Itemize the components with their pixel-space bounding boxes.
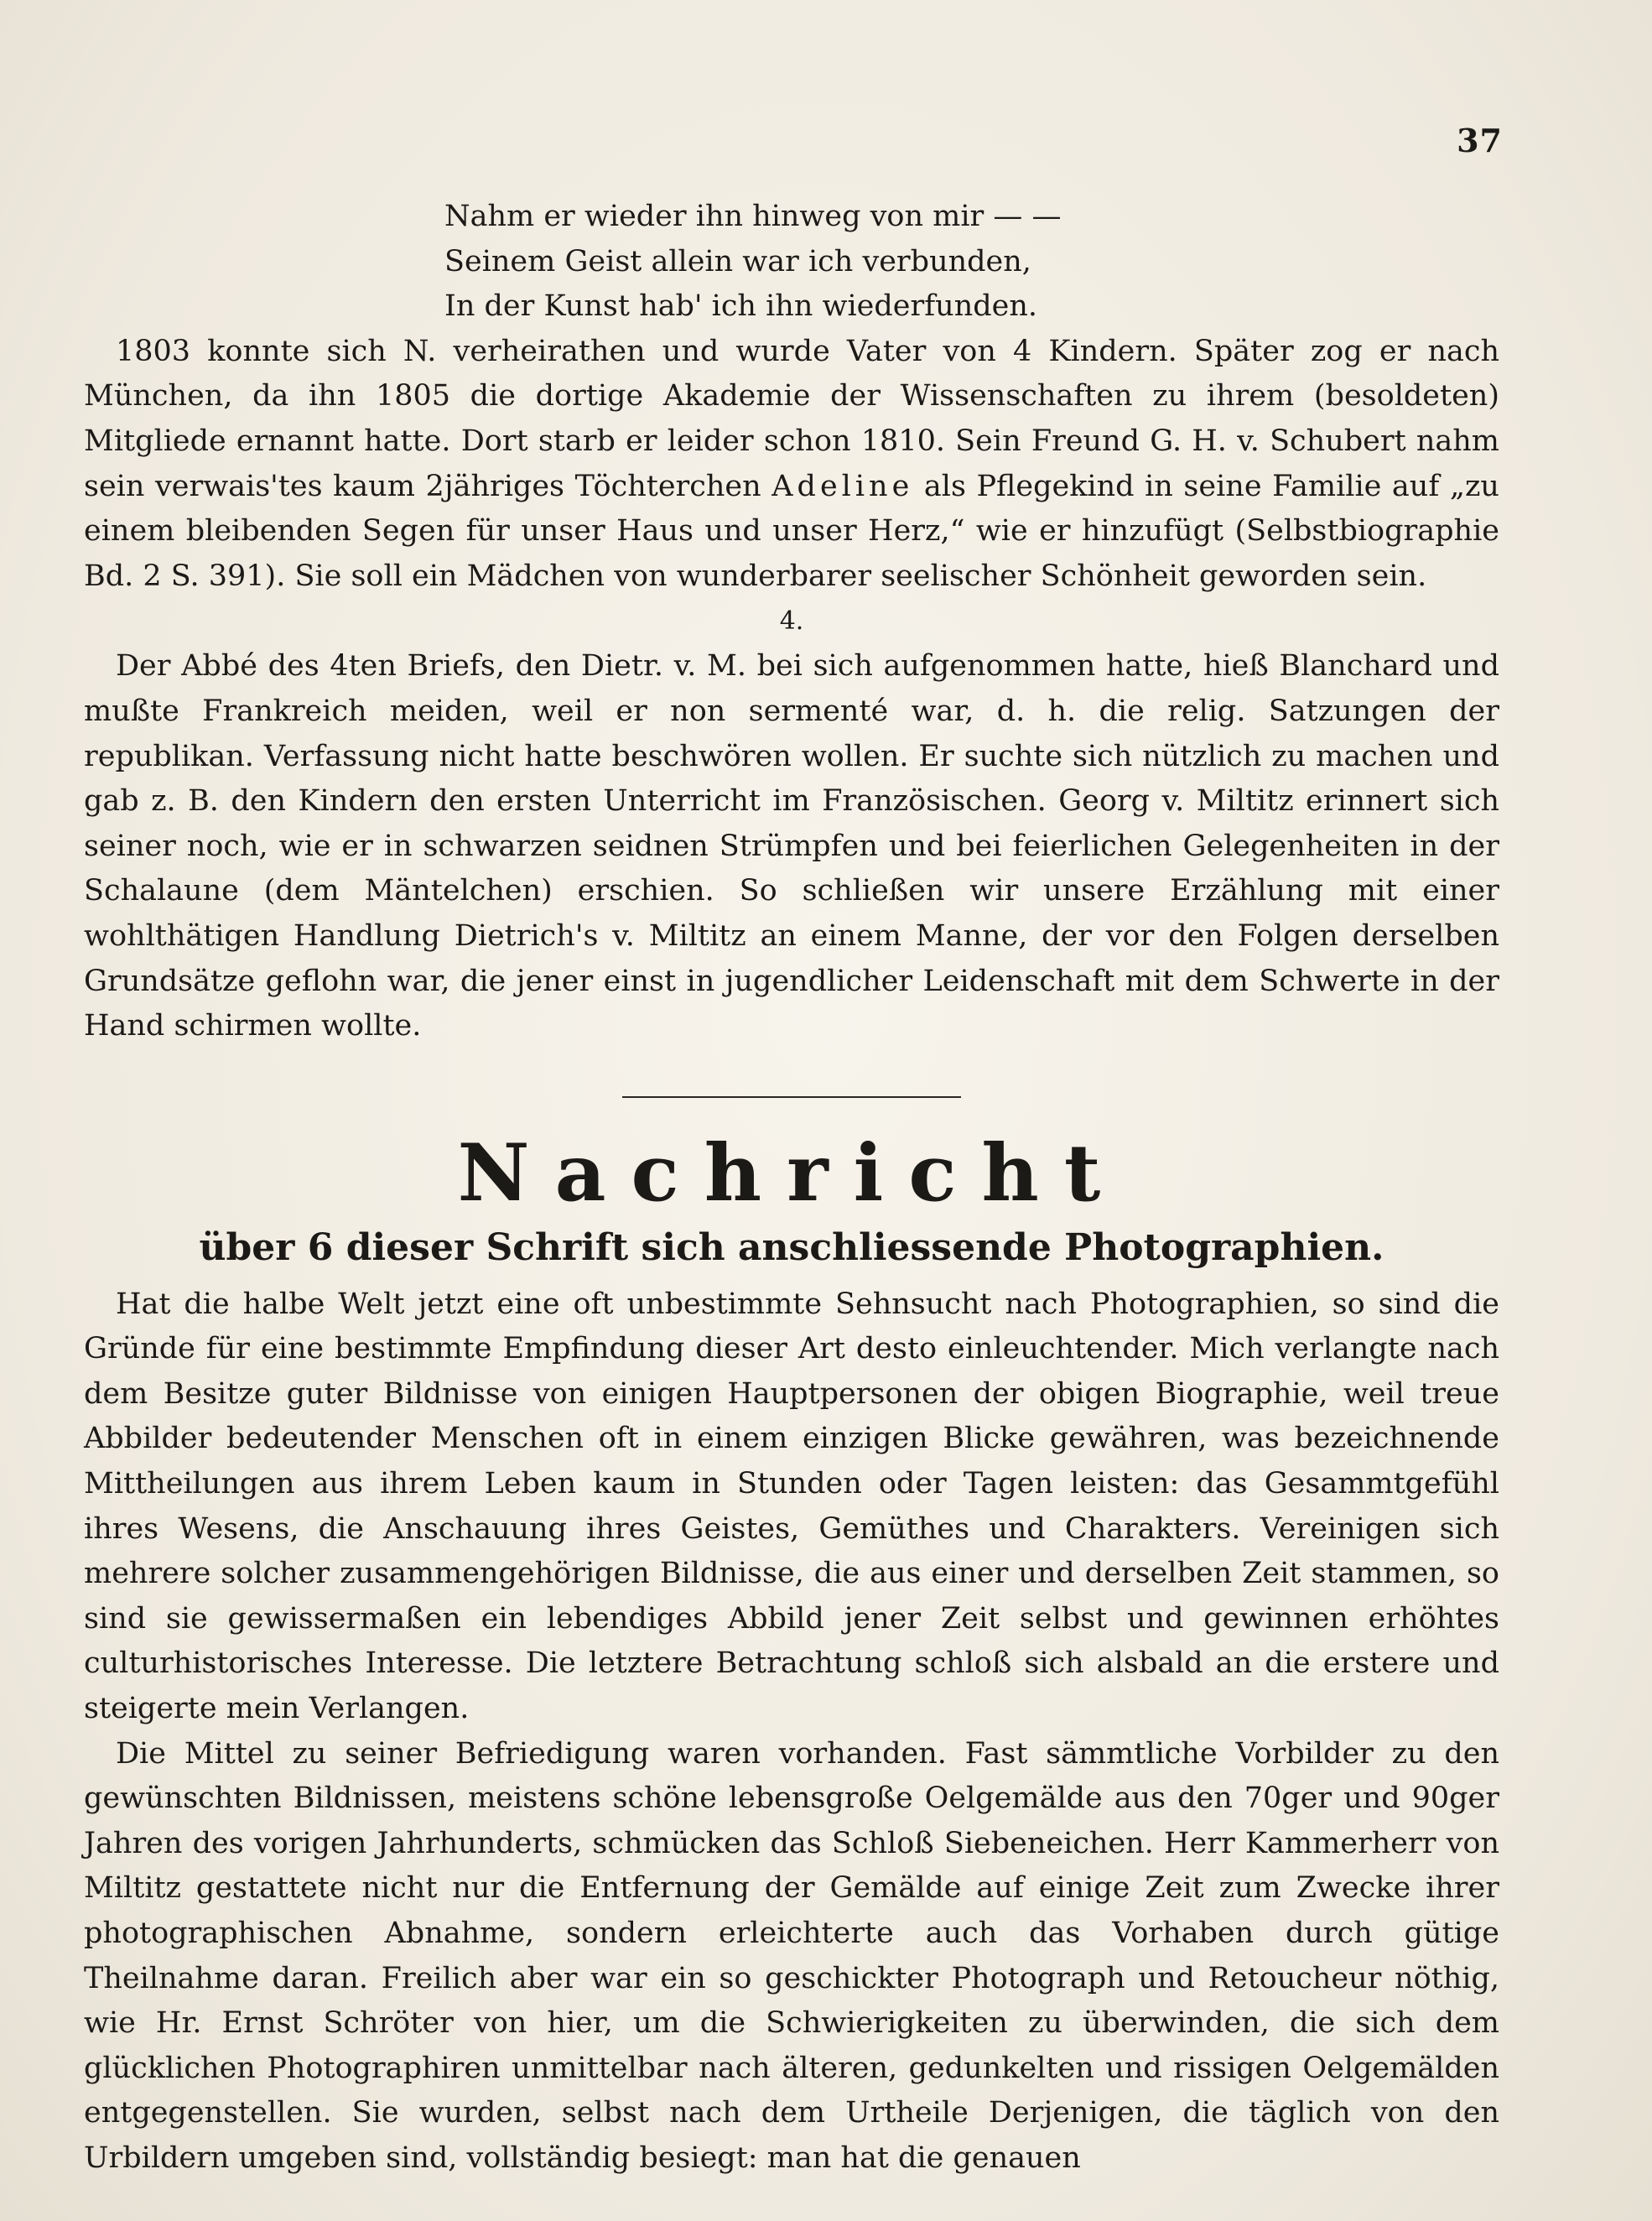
- divider-rule: [622, 1096, 961, 1098]
- paragraph-photographs-1: Hat die halbe Welt jetzt eine oft unbestimmte Sehnsucht nach Photographien, so sind die Gründe für eine bestimmte Empfindung dieser Art desto einleuchtender. Mich verlangte nach dem Besitze guter Bildnisse von einigen Hauptpersonen der obigen Biographie, weil treue Abbilder bedeutender Menschen oft in einem einzigen Blicke gewähren, was bezeichnende Mittheilungen aus ihrem Leben kaum in Stunden oder Tagen leisten: das Gesammtgefühl ihres Wesens, die Anschauung ihres Geistes, Gemüthes und Charakters. Vereinigen sich mehrere solcher zusammengehörigen Bildnisse, die aus einer und derselben Zeit stammen, so sind sie gewissermaßen ein lebendiges Abbild jener Zeit selbst und gewinnen erhöhtes culturhistorisches Interesse. Die letztere Betrachtung schloß sich alsbald an die erstere und steigerte mein Verlangen.: [84, 1287, 1499, 1726]
- verse-line: Nahm er wieder ihn hinweg von mir — —: [444, 200, 1062, 233]
- section-heading: 4.: [779, 606, 804, 637]
- verse-block: [84, 195, 1499, 330]
- text-column: [84, 195, 1499, 2182]
- notice-subtitle: über 6 dieser Schrift sich anschliessende Photographien.: [199, 1225, 1384, 1269]
- page-number: 37: [1457, 122, 1503, 159]
- paragraph-text: als Pflegekind in seine Familie auf „zu einem bleibenden Segen für unser Haus und unser Herz,“ wie er hinzufügt (Selbstbiographie Bd. 2 S. 391). Sie soll ein Mädchen von wunderbarer seelischer Schönheit geworden sein.: [84, 469, 1499, 593]
- spaced-name: Adeline: [771, 469, 914, 503]
- notice-title: Nachricht: [457, 1126, 1126, 1220]
- verse-line: In der Kunst hab' ich ihn wiederfunden.: [444, 289, 1038, 324]
- paragraph-photographs-2: Die Mittel zu seiner Befriedigung waren vorhanden. Fast sämmtliche Vorbilder zu den gewünschten Bildnissen, meistens schöne lebensgroße Oelgemälde aus den 70ger und 90ger Jahren des vorigen Jahrhunderts, schmücken das Schloß Siebeneichen. Herr Kammerherr von Miltitz gestattete nicht nur die Entfernung der Gemälde auf einige Zeit zum Zwecke ihrer photographischen Abnahme, sondern erleichterte auch das Vorhaben durch gütige Theilnahme daran. Freilich aber war ein so geschickter Photograph und Retoucheur nöthig, wie Hr. Ernst Schröter von hier, um die Schwierigkeiten zu überwinden, die sich dem glücklichen Photographiren unmittelbar nach älteren, gedunkelten und rissigen Oelgemälden entgegenstellen. Sie wurden, selbst nach dem Urtheile Derjenigen, die täglich von den Urbildern umgeben sind, vollständig besiegt: man hat die genauen: [84, 1736, 1499, 2175]
- verse-line: Seinem Geist allein war ich verbunden,: [444, 244, 1031, 278]
- paragraph-biography: [84, 330, 1499, 600]
- paragraph-text: 1803 konnte sich N. verheirathen und wurde Vater von 4 Kindern. Später zog er nach München, da ihn 1805 die dortige Akademie der Wissenschaften zu ihrem (besoldeten) Mitgliede ernannt hatte. Dort starb er leider schon 1810. Sein Freund G. H. v. Schubert nahm sein verwais'tes kaum 2jähriges Töchterchen: [84, 334, 1499, 503]
- paragraph-abbe: Der Abbé des 4ten Briefs, den Dietr. v. M. bei sich aufgenommen hatte, hieß Blanchard und mußte Frankreich meiden, weil er non sermenté war, d. h. die relig. Satzungen der republikan. Verfassung nicht hatte beschwören wollen. Er suchte sich nützlich zu machen und gab z. B. den Kindern den ersten Unterricht im Französischen. Georg v. Miltitz erinnert sich seiner noch, wie er in schwarzen seidnen Strümpfen und bei feierlichen Gelegenheiten in der Schalaune (dem Mäntelchen) erschien. So schließen wir unsere Erzählung mit einer wohlthätigen Handlung Dietrich's v. Miltitz an einem Manne, der vor den Folgen derselben Grundsätze geflohn war, die jener einst in jugendlicher Leidenschaft mit dem Schwerte in der Hand schirmen wollte.: [84, 649, 1499, 1043]
